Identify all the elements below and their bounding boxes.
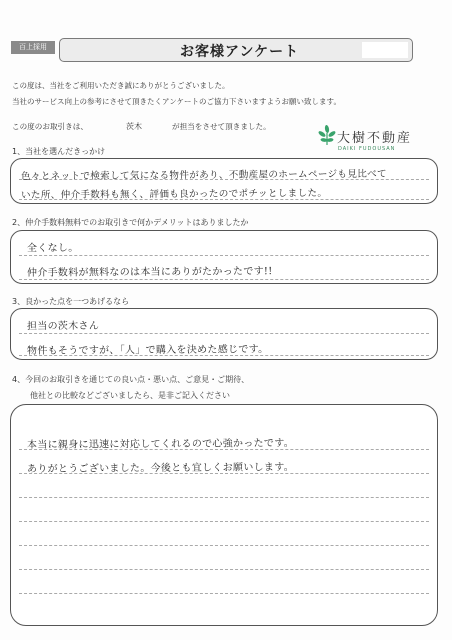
answer-box-1 [10, 158, 438, 204]
answer-rule [19, 545, 429, 546]
answer-2-line-1: 全くなし。 [26, 242, 79, 255]
staff-suffix: が担当をさせて頂きました。 [172, 122, 271, 131]
answer-rule [19, 569, 429, 570]
answer-rule [19, 593, 429, 594]
staff-name: 茨木 [126, 122, 142, 131]
header-tag: 百上採用 [11, 41, 55, 54]
answer-rule [19, 279, 429, 280]
question-3-label: 3、良かった点を一つあげるなら [12, 297, 130, 306]
answer-4-line-2: ありがとうございました。今後とも宜しくお願いします。 [26, 462, 295, 475]
page-title: お客様アンケート [180, 44, 300, 60]
question-4-label: 4、今回のお取引きを通じての良い点・悪い点、ご意見・ご期待、 [12, 375, 250, 384]
answer-box-4 [10, 404, 438, 626]
answer-rule [19, 333, 429, 334]
question-4-label-2: 他社との比較などございましたら、是非ご記入ください [30, 391, 230, 400]
answer-2-line-2: 仲介手数料が無料なのは本当にありがたかったです!! [26, 266, 273, 279]
answer-box-2 [10, 230, 438, 284]
answer-4-line-1: 本当に親身に迅速に対応してくれるので心強かったです。 [26, 438, 295, 451]
answer-rule [19, 497, 429, 498]
staff-prefix: この度のお取引きは、 [12, 122, 88, 131]
intro-line-2: 当社のサービス向上の参考にさせて頂きたくアンケートのご協力下さいますようお願い致します。 [12, 97, 341, 106]
answer-rule [19, 255, 429, 256]
logo-name: 大樹不動産 [337, 131, 413, 146]
question-2-label: 2、仲介手数料無料でのお取引きで何かデメリットはありましたか [12, 218, 249, 227]
answer-1-line-1: 色々とネットで検索して気になる物件があり、不動産屋のホームページも見比べて [20, 168, 387, 183]
answer-box-3 [10, 308, 438, 360]
answer-3-line-2: 物件もそうですが、「人」で購入を決めた感じです。 [26, 344, 269, 357]
question-1-label: 1、当社を選んだきっかけ [12, 147, 106, 156]
logo-romaji: DAIKI FUDOUSAN [338, 146, 396, 152]
title-box [59, 38, 413, 62]
answer-3-line-1: 担当の茨木さん [26, 320, 100, 333]
intro-line-1: この度は、当社をご利用いただき誠にありがとうございました。 [12, 81, 230, 90]
redacted-area [362, 42, 408, 58]
answer-rule [19, 521, 429, 522]
answer-1-line-2: いた所、仲介手数料も無く、評価も良かったのでポチッとしました。 [20, 187, 328, 202]
